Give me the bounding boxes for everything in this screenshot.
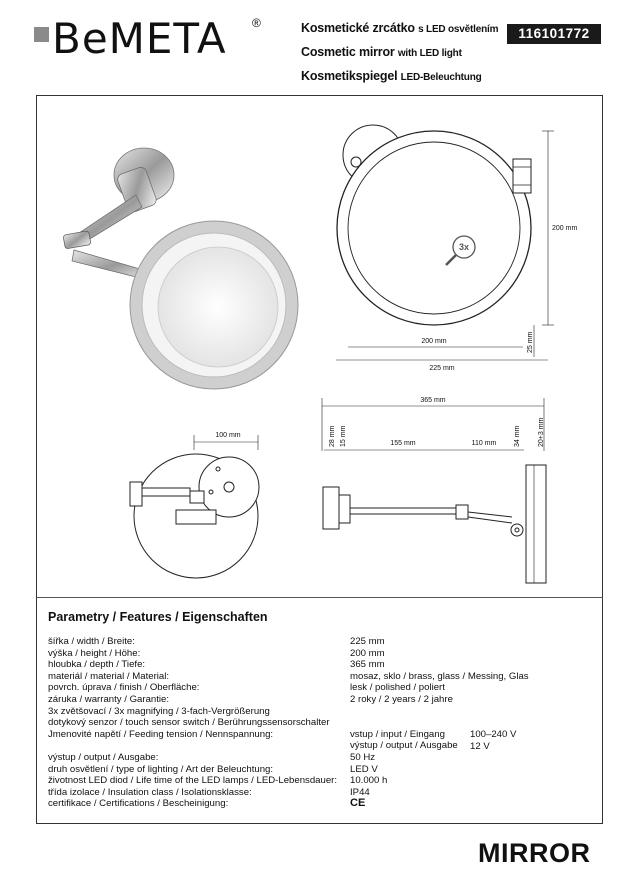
dim-front-depth: 25 mm [527, 331, 534, 353]
feature-label-cert: certifikace / Certifications / Bescheinigung: [48, 798, 229, 810]
feature-value-insulation: IP44 [350, 786, 370, 798]
feature-label-depth: hloubka / depth / Tiefe: [48, 659, 146, 671]
feature-label-finish: povrch. úprava / finish / Oberfläche: [48, 682, 200, 694]
dim-total-length: 365 mm [420, 397, 446, 404]
feature-value-material: mosaz, sklo / brass, glass / Messing, Glas [350, 670, 529, 682]
section-divider [36, 597, 603, 598]
logo-square [34, 27, 49, 42]
dim-110: 110 mm [471, 440, 497, 447]
feature-value-empty-2 [350, 717, 529, 729]
feature-label-width: šířka / width / Breite: [48, 636, 135, 647]
feature-value-depth: 365 mm [350, 659, 385, 671]
registered-mark: ® [252, 16, 261, 30]
dim-28: 28 mm [329, 425, 336, 447]
title-de: Kosmetikspiegel LED-Beleuchtung [301, 69, 482, 83]
title-en: Cosmetic mirror with LED light [301, 45, 462, 59]
technical-drawings [36, 95, 603, 595]
dim-20: 20+3 mm [538, 417, 545, 447]
feature-value-warranty: 2 roky / 2 years / 2 jahre [350, 693, 453, 705]
feature-value-height: 200 mm [350, 647, 385, 659]
feature-label-output: výstup / output / Ausgabe: [48, 751, 159, 763]
dim-15: 15 mm [340, 425, 347, 447]
feature-label-blank [48, 740, 337, 752]
feature-label-voltage: Jmenovité napětí / Feeding tension / Nennspannung: [48, 728, 274, 740]
feature-label-lifetime: životnost LED diod / Life time of the LED lamps / LED-Lebensdauer: [48, 775, 338, 787]
feature-value-empty-1 [350, 706, 529, 718]
front-view [336, 125, 577, 372]
features-heading: Parametry / Features / Eigenschaften [48, 610, 268, 624]
brand-logo: BeMETA [52, 14, 227, 63]
dim-top-width: 100 mm [215, 432, 241, 439]
feature-value-lighting: LED V [350, 763, 378, 775]
dim-front-inner-width: 200 mm [421, 338, 447, 345]
feature-label-warranty: záruka / warranty / Garantie: [48, 693, 170, 705]
feature-value-cert: CE [350, 797, 366, 810]
feature-label-insulation: třída izolace / Insulation class / Isolationsklasse: [48, 786, 252, 798]
feature-value-width: 225 mm [350, 636, 385, 647]
side-view [322, 397, 546, 583]
input-voltage: 100–240 V [470, 729, 517, 740]
output-voltage: 12 V [470, 741, 490, 752]
product-photo [63, 148, 298, 389]
feature-labels [48, 636, 337, 810]
feature-value-output-label: výstup / output / Ausgabe [350, 740, 458, 752]
feature-value-finish: lesk / polished / poliert [350, 682, 445, 694]
feature-value-input: vstup / input / Eingang [350, 728, 445, 740]
feature-label-material: materiál / material / Material: [48, 670, 170, 682]
feature-label-sensor: dotykový senzor / touch sensor switch / Berührungssensorschalter [48, 717, 330, 729]
title-cz: Kosmetické zrcátko s LED osvětlením [301, 21, 499, 35]
magnify-label: 3x [458, 242, 470, 252]
feature-label-height: výška / height / Höhe: [48, 647, 141, 659]
product-name: MIRROR [478, 838, 591, 868]
dim-155: 155 mm [390, 440, 416, 447]
feature-label-magnifying: 3x zvětšovací / 3x magnifying / 3-fach-Vergrößerung [48, 705, 270, 717]
top-view [130, 432, 259, 578]
feature-values [350, 636, 529, 810]
dim-front-width: 225 mm [429, 365, 455, 372]
dim-front-height: 200 mm [552, 225, 578, 232]
feature-value-lifetime: 10.000 h [350, 775, 388, 787]
product-code: 116101772 [507, 24, 601, 44]
feature-label-lighting: druh osvětlení / type of lighting / Art der Beleuchtung: [48, 763, 274, 775]
dim-34: 34 mm [514, 425, 521, 447]
feature-value-frequency: 50 Hz [350, 751, 376, 763]
